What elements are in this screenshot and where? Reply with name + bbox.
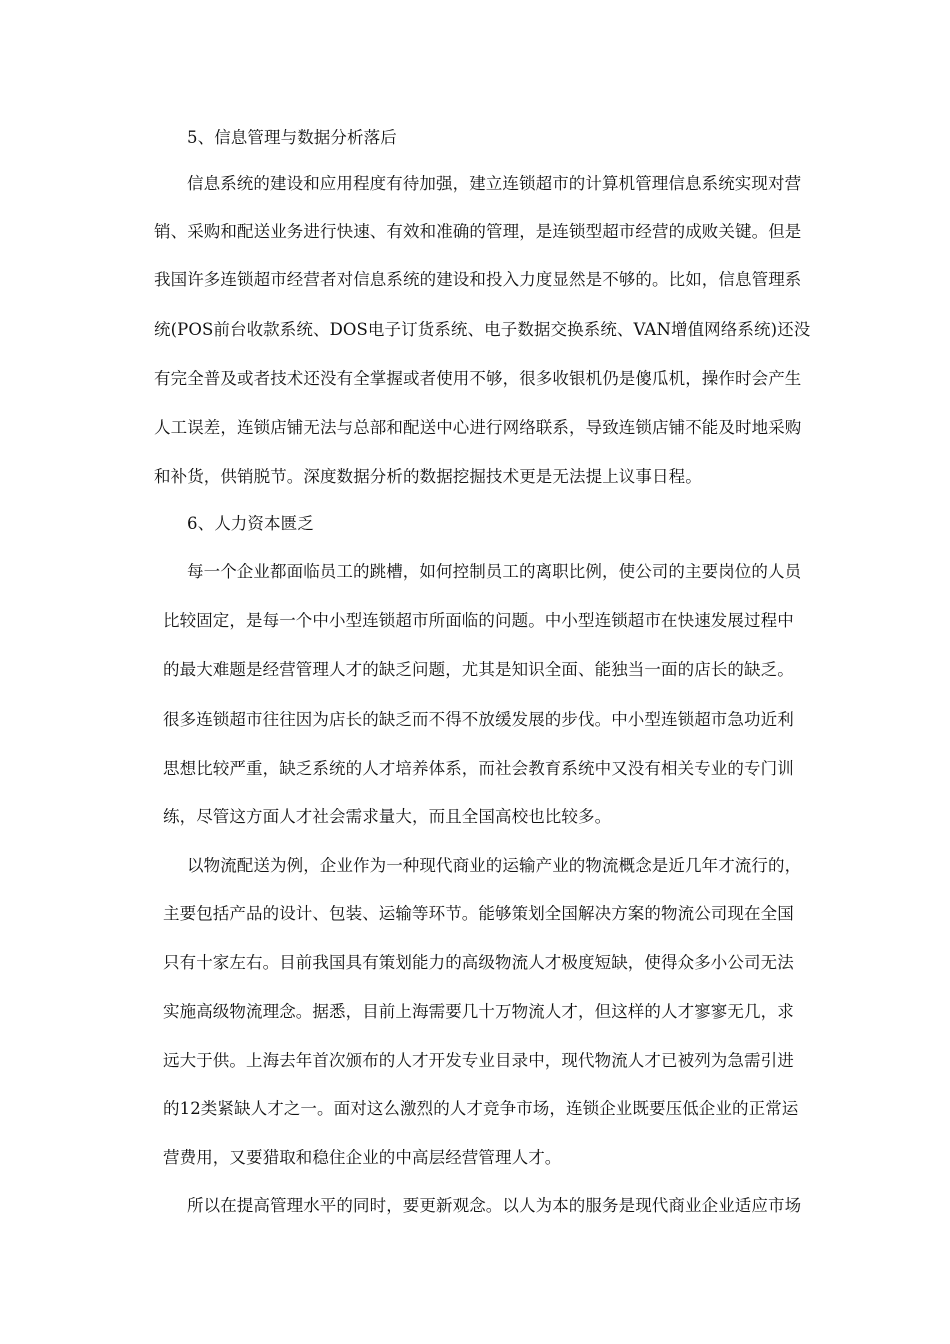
paragraph-line: 的最大难题是经营管理人才的缺乏问题，尤其是知识全面、能独当一面的店长的缺乏。 — [163, 660, 794, 679]
paragraph-line: 很多连锁超市往往因为店长的缺乏而不得不放缓发展的步伐。中小型连锁超市急功近利 — [163, 710, 794, 729]
paragraph-line: 思想比较严重，缺乏系统的人才培养体系，而社会教育系统中又没有相关专业的专门训 — [163, 759, 794, 778]
paragraph-line: 练，尽管这方面人才社会需求量大，而且全国高校也比较多。 — [163, 807, 612, 826]
paragraph-line: 比较固定，是每一个中小型连锁超市所面临的问题。中小型连锁超市在快速发展过程中 — [163, 611, 794, 630]
paragraph-line: 的12类紧缺人才之一。面对这么激烈的人才竞争市场，连锁企业既要压低企业的正常运 — [163, 1099, 799, 1118]
paragraph-line: 人工误差，连锁店铺无法与总部和配送中心进行网络联系，导致连锁店铺不能及时地采购 — [154, 418, 802, 437]
section-heading-5: 5、信息管理与数据分析落后 — [187, 128, 397, 147]
section-heading-6: 6、人力资本匮乏 — [187, 514, 314, 533]
paragraph-line: 营费用，又要猎取和稳住企业的中高层经营管理人才。 — [163, 1148, 562, 1167]
paragraph-line: 主要包括产品的设计、包装、运输等环节。能够策划全国解决方案的物流公司现在全国 — [163, 904, 794, 923]
paragraph-line: 所以在提高管理水平的同时，要更新观念。以人为本的服务是现代商业企业适应市场 — [187, 1196, 802, 1215]
paragraph-line: 统(POS前台收款系统、DOS电子订货系统、电子数据交换系统、VAN增值网络系统)还没 — [154, 320, 811, 339]
paragraph-line: 远大于供。上海去年首次颁布的人才开发专业目录中，现代物流人才已被列为急需引进 — [163, 1051, 794, 1070]
paragraph-line: 以物流配送为例，企业作为一种现代商业的运输产业的物流概念是近几年才流行的， — [187, 856, 802, 875]
paragraph-line: 和补货，供销脱节。深度数据分析的数据挖掘技术更是无法提上议事日程。 — [154, 467, 702, 486]
paragraph-line: 销、采购和配送业务进行快速、有效和准确的管理，是连锁型超市经营的成败关键。但是 — [154, 222, 802, 241]
paragraph-line: 实施高级物流理念。据悉，目前上海需要几十万物流人才，但这样的人才寥寥无几，求 — [163, 1002, 794, 1021]
paragraph-line: 每一个企业都面临员工的跳槽，如何控制员工的离职比例，使公司的主要岗位的人员 — [187, 562, 802, 581]
paragraph-line: 只有十家左右。目前我国具有策划能力的高级物流人才极度短缺，使得众多小公司无法 — [163, 953, 794, 972]
paragraph-line: 我国许多连锁超市经营者对信息系统的建设和投入力度显然是不够的。比如，信息管理系 — [154, 270, 802, 289]
paragraph-line: 有完全普及或者技术还没有全掌握或者使用不够，很多收银机仍是傻瓜机，操作时会产生 — [154, 369, 802, 388]
paragraph-line: 信息系统的建设和应用程度有待加强，建立连锁超市的计算机管理信息系统实现对营 — [187, 174, 802, 193]
